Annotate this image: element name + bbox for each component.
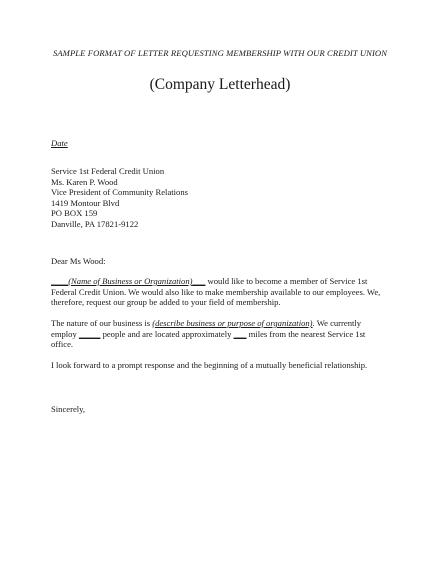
paragraph1-line2: Federal Credit Union. We would also like to make membership available to our employees. We, [51,286,381,297]
date-placeholder: Date [51,138,68,148]
paragraph2-employ-text: employ [51,328,79,339]
paragraph-closing-remark: I look forward to a prompt response and the beginning of a mutually beneficial relationship. [51,360,368,370]
document-heading: SAMPLE FORMAT OF LETTER REQUESTING MEMBERSHIP WITH OUR CREDIT UNION [52,48,388,58]
paragraph2-people-text: people and are located approximately [100,328,234,339]
paragraph2-line3: office. [51,339,74,350]
paragraph2-line2 [51,329,391,340]
address-line-city-state-zip: Danville, PA 17821-9122 [51,218,139,229]
closing: Sincerely, [51,404,86,414]
paragraph1-line1 [51,276,391,287]
recipient-address-block [51,166,188,229]
employee-count-blank: _____ [78,328,101,339]
paragraph-business-nature [51,318,391,350]
paragraph1-line1-text: would like to become a member of Service 1st [205,276,368,286]
address-line-recipient-name: Ms. Karen P. Wood [51,176,118,187]
paragraph-membership-request [51,276,391,308]
paragraph2-after-placeholder: . We currently [312,318,362,328]
paragraph2-miles-text: miles from the nearest Service 1st [246,328,366,339]
paragraph2-lead-text: The nature of our business is [51,318,153,328]
paragraph2-line1 [51,318,391,329]
address-line-po-box: PO BOX 159 [51,208,98,218]
address-line-recipient-title: Vice President of Community Relations [51,187,188,197]
blank-line: ____ [51,276,69,286]
blank-line: ___ [192,276,206,286]
company-letterhead-placeholder: (Company Letterhead) [149,76,291,93]
address-line-organization: Service 1st Federal Credit Union [51,166,165,176]
business-description-placeholder: (describe business or purpose of organization) [152,318,313,328]
paragraph1-line3: therefore, request our group be added to your field of membership. [51,297,281,308]
business-name-placeholder: (Name of Business or Organization) [68,276,193,286]
miles-blank: ___ [233,328,247,339]
salutation: Dear Ms Wood: [51,256,106,266]
address-line-street: 1419 Montour Blvd [51,197,120,208]
